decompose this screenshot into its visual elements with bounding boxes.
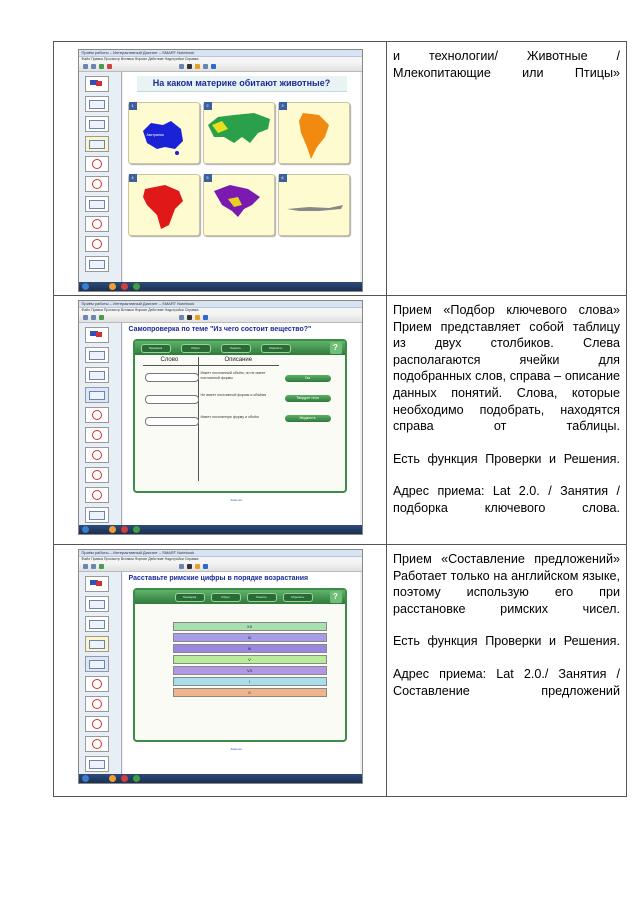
paragraph: Адрес приема: Lat 2.0./ Занятия / Составление предложений <box>393 666 620 698</box>
shapes-icon <box>203 64 208 69</box>
description-cell <box>387 296 627 545</box>
numeral-tile[interactable]: IX <box>173 633 327 642</box>
notes-link[interactable]: Заметки <box>230 498 242 502</box>
numeral-tile[interactable]: XII <box>173 622 327 631</box>
window-title: Приём работы – Интерактивный Диктант – SMART Notebook <box>79 301 362 308</box>
forward-icon <box>91 564 96 569</box>
pen-icon <box>187 315 192 320</box>
app-icon <box>133 526 140 533</box>
eraser-icon <box>195 64 200 69</box>
app-icon <box>109 283 116 290</box>
reset-tab[interactable]: Сброс <box>211 593 241 602</box>
word-tile[interactable]: Жидкость <box>285 415 331 422</box>
paragraph: Адрес приема: Lat 2.0. / Занятия / подборка ключевого слова. <box>393 484 620 515</box>
notebook-screenshot <box>78 49 363 292</box>
numeral-tile[interactable]: V <box>173 655 327 664</box>
app-icon <box>121 526 128 533</box>
eraser-icon <box>195 564 200 569</box>
paragraph: и технологии/ Животные / Млекопитающие или Птицы» <box>393 49 620 80</box>
select-icon <box>179 564 184 569</box>
help-button[interactable]: ? <box>330 342 342 354</box>
text-icon <box>211 64 216 69</box>
numeral-tile[interactable]: I <box>173 677 327 686</box>
solve-tab[interactable]: Решить <box>247 593 277 602</box>
pen-icon <box>187 64 192 69</box>
forward-icon <box>91 64 96 69</box>
reset-tab[interactable]: Сброс <box>181 344 211 353</box>
check-tab[interactable]: Проверка <box>141 344 171 353</box>
map-card[interactable]: 5 <box>203 174 275 236</box>
page-sorter <box>79 323 122 525</box>
start-icon <box>82 283 89 290</box>
activity-panel <box>133 588 347 742</box>
map-card[interactable]: 2 <box>203 102 275 164</box>
notebook-screenshot <box>78 300 363 535</box>
page-canvas <box>123 72 360 282</box>
map-card[interactable]: 3 <box>278 102 350 164</box>
north-america-map <box>204 175 274 235</box>
paragraph: Прием «Составление предложений» Работает только на английском языке, поэтому использую его при расстановке римских чисел. <box>393 552 620 616</box>
table-row <box>54 42 627 296</box>
description-text: Имеет постоянный объём, но не имеет постоянной формы <box>200 371 266 380</box>
app-icon <box>121 283 128 290</box>
app-icon <box>133 283 140 290</box>
word-column-header: Слово <box>160 357 179 363</box>
app-icon <box>133 775 140 782</box>
page-title: На каком материке обитают животные? <box>137 76 347 92</box>
eraser-icon <box>195 315 200 320</box>
screenshot-cell <box>54 296 387 545</box>
start-icon <box>82 775 89 782</box>
word-tile[interactable]: Газ <box>285 375 331 382</box>
africa-map <box>129 175 199 235</box>
map-card[interactable]: 1 Австралия <box>128 102 200 164</box>
table-row <box>54 545 627 797</box>
page-sorter <box>79 72 122 282</box>
add-page-icon <box>99 564 104 569</box>
word-slot[interactable] <box>145 373 199 382</box>
taskbar <box>79 282 362 291</box>
menu-bar: Файл Правка Просмотр Вставка Формат Действие Надстройки Справка <box>79 308 362 313</box>
window-title: Приём работы – Интерактивный Диктант – SMART Notebook <box>79 550 362 557</box>
numeral-tile[interactable]: VII <box>173 666 327 675</box>
delete-icon <box>107 64 112 69</box>
description-cell <box>387 545 627 797</box>
taskbar <box>79 525 362 534</box>
word-slot[interactable] <box>145 417 199 426</box>
eurasia-map <box>204 103 274 163</box>
check-tab[interactable]: Проверка <box>175 593 205 602</box>
paragraph: Прием «Подбор ключевого слова» Прием представляет собой таблицу из двух столбиков. Слева располагаются ячейки для подобранных слов, справа – описание данных понятий. Слова, которые необходимо подобрать, находятся справа от таблицы. <box>393 303 620 434</box>
document-table <box>53 41 627 797</box>
screenshot-cell <box>54 545 387 797</box>
app-icon <box>109 775 116 782</box>
word-slot[interactable] <box>145 395 199 404</box>
description-column-header: Описание <box>224 357 253 363</box>
paragraph: Есть функция Проверки и Решения. <box>393 451 620 466</box>
window-title: Приём работы – Интерактивный Диктант – SMART Notebook <box>79 50 362 57</box>
page-canvas <box>123 323 360 525</box>
description-text: Имеет постоянную форму и объём <box>200 415 259 419</box>
toolbar <box>79 313 362 323</box>
table-row <box>54 296 627 545</box>
page-canvas <box>123 572 360 774</box>
antarctica-map <box>279 175 349 235</box>
activity-panel <box>133 339 347 493</box>
back-icon <box>83 564 88 569</box>
numeral-tile[interactable]: II <box>173 688 327 697</box>
text-icon <box>203 564 208 569</box>
add-page-icon <box>99 64 104 69</box>
clear-tab[interactable]: Сбросить <box>283 593 313 602</box>
word-tile[interactable]: Твердое тело <box>285 395 331 402</box>
menu-bar: Файл Правка Просмотр Вставка Формат Действие Надстройки Справка <box>79 57 362 62</box>
south-america-map <box>279 103 349 163</box>
map-card[interactable]: 4 <box>128 174 200 236</box>
select-icon <box>179 315 184 320</box>
app-icon <box>109 526 116 533</box>
taskbar <box>79 774 362 783</box>
back-icon <box>83 315 88 320</box>
description-text: Не имеет постоянной формы и объёма <box>200 393 267 397</box>
page-title: Самопроверка по теме "Из чего состоит вещество?" <box>128 326 312 333</box>
notes-link[interactable]: Заметки <box>230 747 242 751</box>
page-sorter <box>79 572 122 774</box>
toolbar <box>79 62 362 72</box>
start-icon <box>82 526 89 533</box>
attention-icon <box>92 159 102 169</box>
forward-icon <box>91 315 96 320</box>
map-card[interactable]: 6 <box>278 174 350 236</box>
menu-bar: Файл Правка Просмотр Вставка Формат Действие Надстройки Справка <box>79 557 362 562</box>
clear-tab[interactable]: Сбросить <box>261 344 291 353</box>
attention-icon <box>92 410 102 420</box>
add-page-icon <box>99 315 104 320</box>
back-icon <box>83 64 88 69</box>
app-icon <box>121 775 128 782</box>
screenshot-cell <box>54 42 387 296</box>
numeral-tile[interactable]: III <box>173 644 327 653</box>
notebook-screenshot <box>78 549 363 784</box>
description-cell <box>387 42 627 296</box>
help-button[interactable]: ? <box>330 591 342 603</box>
text-icon <box>203 315 208 320</box>
toolbar <box>79 562 362 572</box>
solve-tab[interactable]: Решить <box>221 344 251 353</box>
pen-icon <box>187 564 192 569</box>
page-title: Расставьте римские цифры в порядке возрастания <box>128 575 309 582</box>
select-icon <box>179 64 184 69</box>
paragraph: Есть функция Проверки и Решения. <box>393 634 620 649</box>
attention-icon <box>92 679 102 689</box>
